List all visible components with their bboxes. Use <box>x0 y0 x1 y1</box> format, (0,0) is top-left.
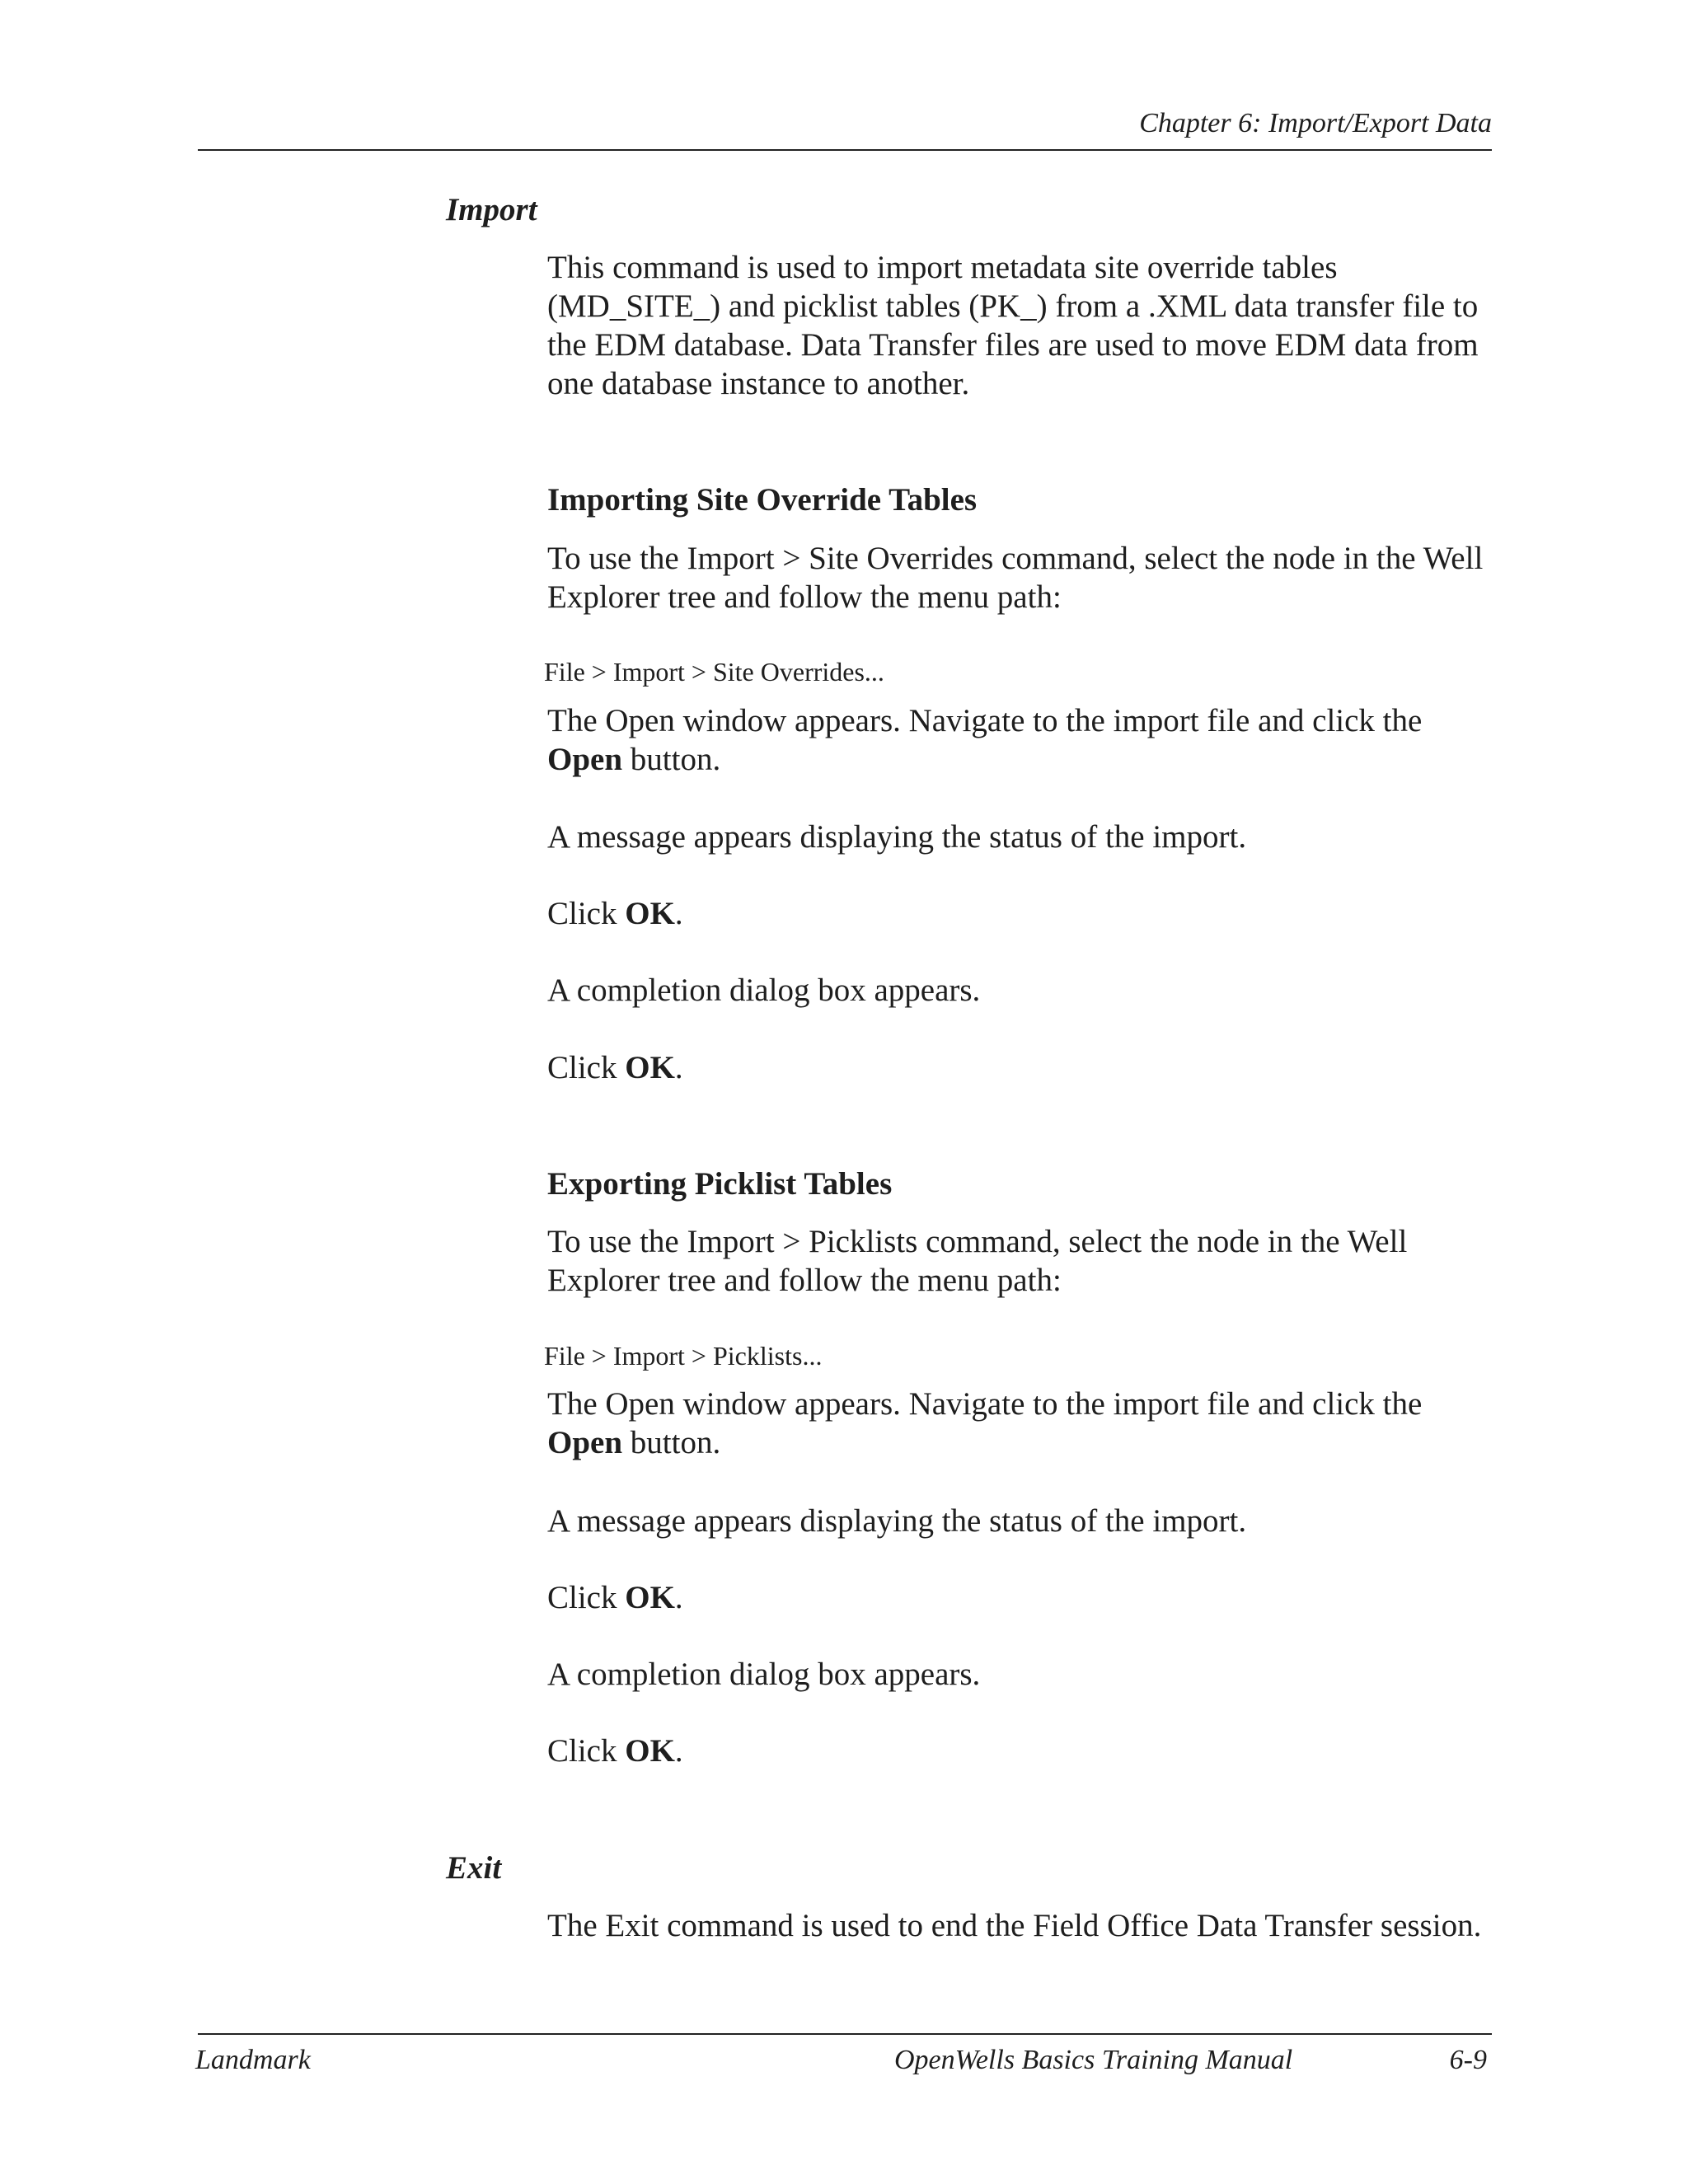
site-overrides-status-message: A message appears displaying the status of the import. <box>547 819 1247 855</box>
period: . <box>674 1733 683 1769</box>
ok-label: OK <box>625 1580 675 1615</box>
section-title-exit: Exit <box>446 1850 502 1886</box>
menu-path-site-overrides: File > Import > Site Overrides... <box>544 657 884 687</box>
period: . <box>674 896 683 931</box>
site-overrides-completion-message: A completion dialog box appears. <box>547 972 981 1008</box>
subheading-site-overrides: Importing Site Override Tables <box>547 482 978 518</box>
open-button-suffix: button. <box>622 742 721 777</box>
picklists-instruction-line-2: Explorer tree and follow the menu path: <box>547 1263 1062 1298</box>
import-intro-line-1: This command is used to import metadata site override tables <box>547 250 1338 285</box>
exit-description: The Exit command is used to end the Field Office Data Transfer session. <box>547 1908 1482 1943</box>
picklists-open-line-2 <box>547 1423 1495 1462</box>
site-overrides-click-ok-1 <box>547 894 1495 933</box>
picklists-status-message: A message appears displaying the status of the import. <box>547 1503 1247 1539</box>
open-button-suffix: button. <box>622 1425 721 1460</box>
period: . <box>674 1580 683 1615</box>
site-overrides-click-ok-2 <box>547 1048 1495 1087</box>
click-text: Click <box>547 1580 626 1615</box>
footer-publisher: Landmark <box>195 2045 311 2075</box>
ok-label: OK <box>625 896 675 931</box>
click-text: Click <box>547 1733 626 1769</box>
footer-manual-title: OpenWells Basics Training Manual <box>894 2045 1293 2075</box>
import-intro-paragraph <box>547 248 1495 403</box>
running-header-chapter: Chapter 6: Import/Export Data <box>1139 108 1492 138</box>
picklists-open-paragraph <box>547 1385 1495 1462</box>
click-text: Click <box>547 896 626 931</box>
picklists-click-ok-2 <box>547 1732 1495 1770</box>
import-intro-line-3: the EDM database. Data Transfer files are used to move EDM data from <box>547 327 1479 363</box>
footer-page-number: 6-9 <box>1449 2045 1487 2075</box>
open-button-label: Open <box>547 742 623 777</box>
menu-path-picklists: File > Import > Picklists... <box>544 1341 823 1371</box>
period: . <box>674 1050 683 1085</box>
site-overrides-instruction <box>547 539 1495 616</box>
picklists-instruction-line-1: To use the Import > Picklists command, select the node in the Well <box>547 1224 1408 1259</box>
import-intro-line-2: (MD_SITE_) and picklist tables (PK_) from a .XML data transfer file to <box>547 288 1479 324</box>
subheading-picklists: Exporting Picklist Tables <box>547 1166 893 1202</box>
site-overrides-instruction-line-2: Explorer tree and follow the menu path: <box>547 579 1062 615</box>
header-rule <box>198 149 1492 151</box>
ok-label: OK <box>625 1733 675 1769</box>
click-text: Click <box>547 1050 626 1085</box>
import-intro-line-4: one database instance to another. <box>547 366 970 401</box>
ok-label: OK <box>625 1050 675 1085</box>
site-overrides-open-line-2 <box>547 740 1495 779</box>
picklists-open-line-1: The Open window appears. Navigate to the import file and click the <box>547 1386 1423 1422</box>
section-title-import: Import <box>446 192 537 227</box>
picklists-completion-message: A completion dialog box appears. <box>547 1657 981 1692</box>
footer-rule <box>198 2033 1492 2035</box>
site-overrides-open-line-1: The Open window appears. Navigate to the import file and click the <box>547 703 1423 738</box>
picklists-instruction <box>547 1222 1495 1300</box>
picklists-click-ok-1 <box>547 1578 1495 1617</box>
site-overrides-open-paragraph <box>547 701 1495 779</box>
site-overrides-instruction-line-1: To use the Import > Site Overrides command, select the node in the Well <box>547 541 1484 576</box>
open-button-label: Open <box>547 1425 623 1460</box>
